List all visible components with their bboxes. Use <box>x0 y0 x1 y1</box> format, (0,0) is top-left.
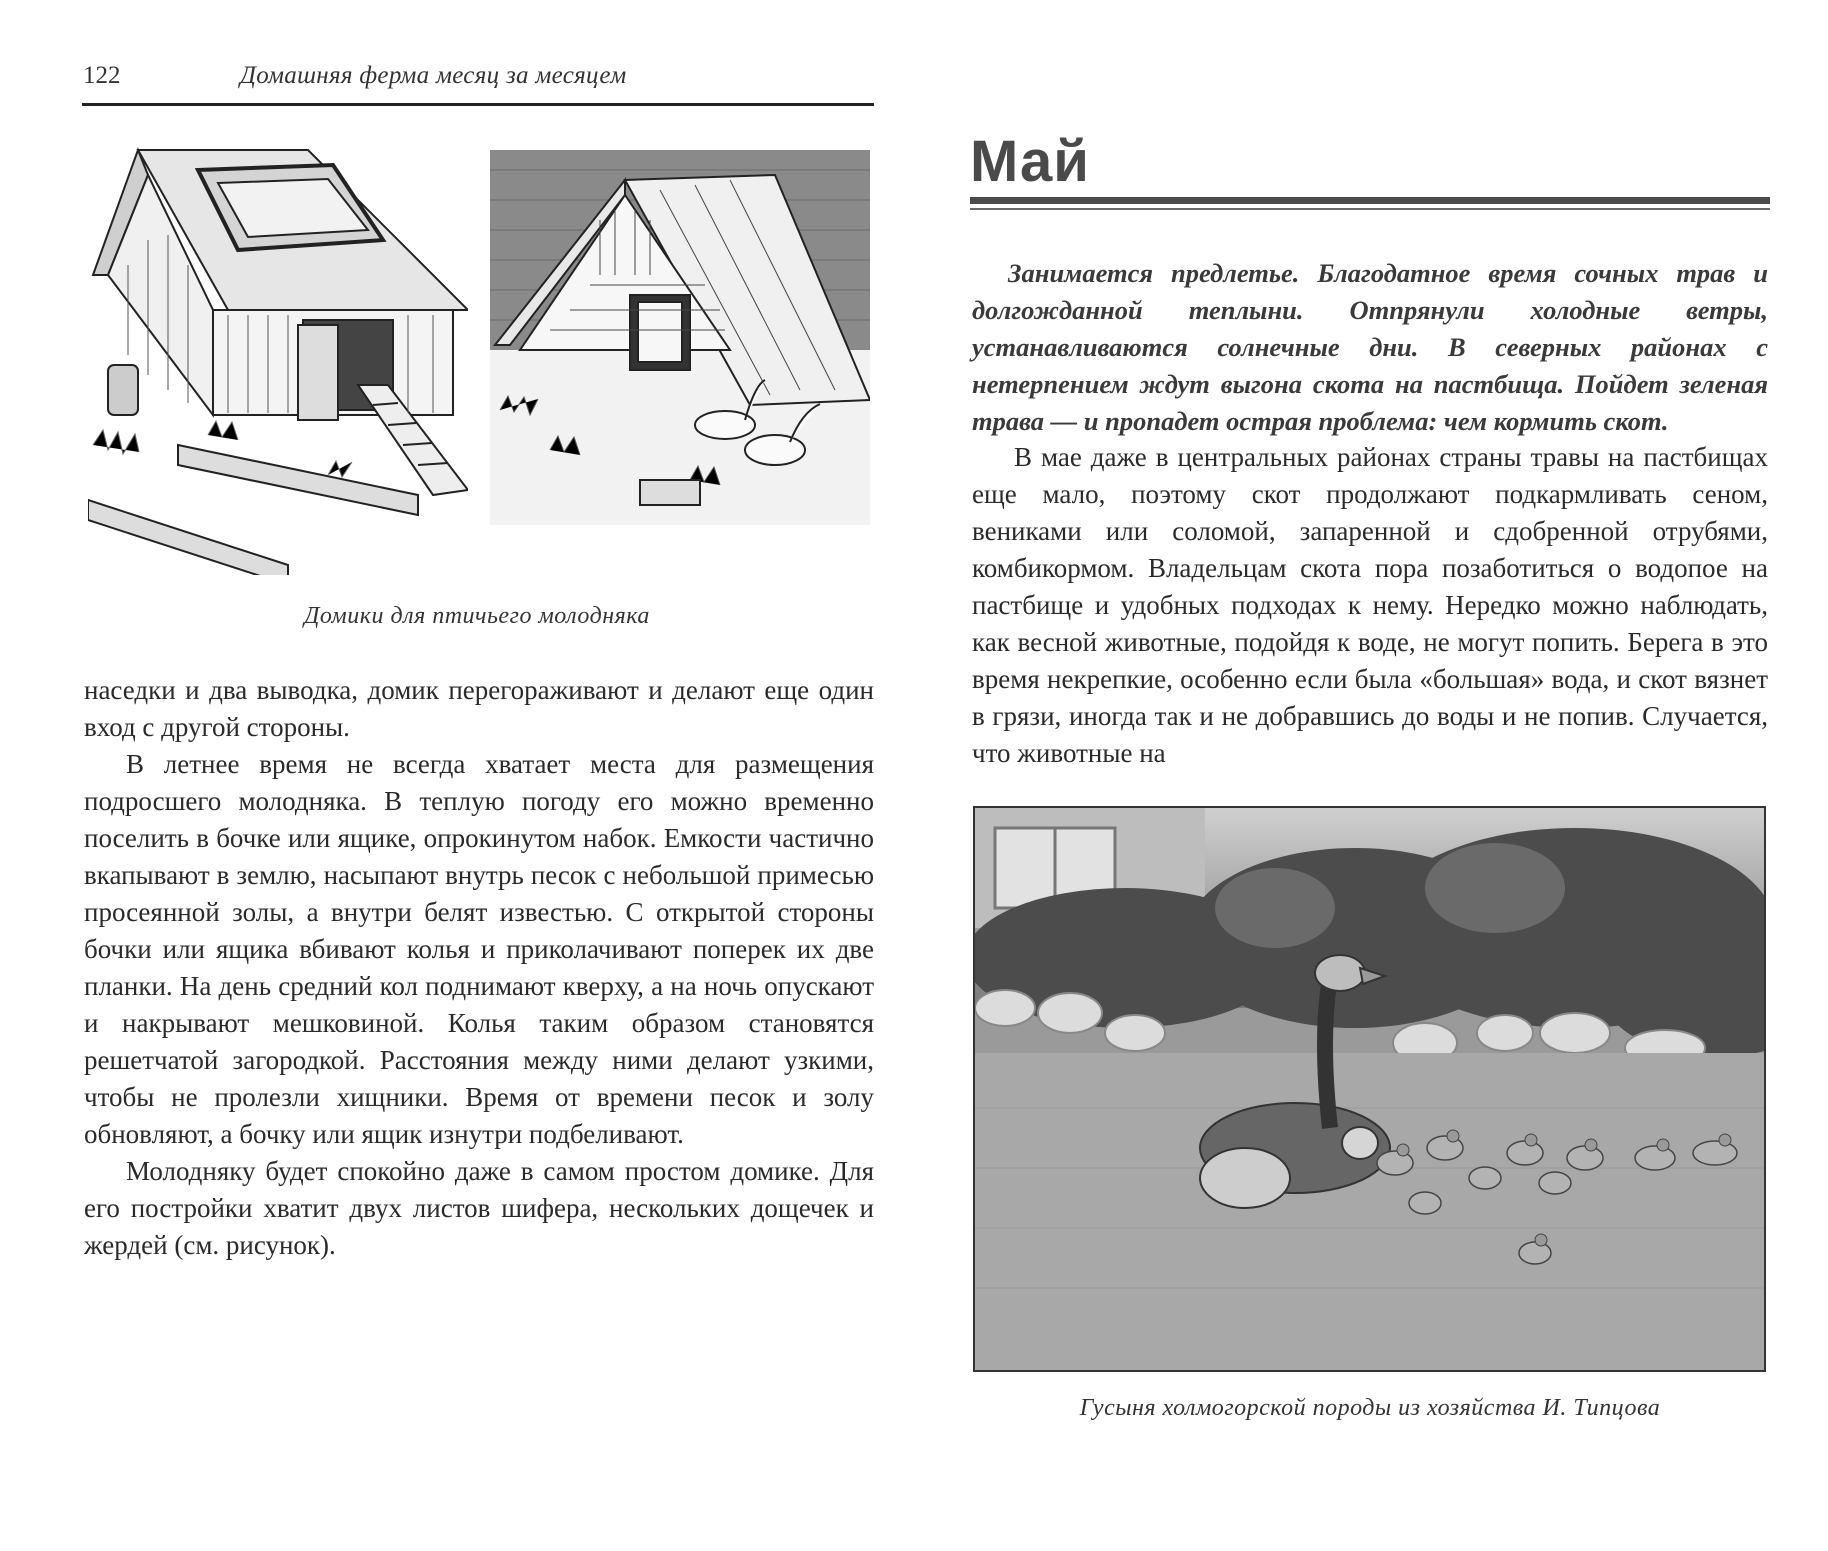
photo-caption: Гусыня холмогорской породы из хозяйства И. Типцова <box>1079 1395 1661 1421</box>
left-paragraph-3: Молодняку будет спокойно даже в самом простом домике. Для его постройки хватит двух листов шифера, нескольких дощечек и жердей (см. рисунок). <box>84 1156 874 1260</box>
figure-caption-coops: Домики для птичьего молодняка <box>304 603 650 629</box>
left-text-column <box>84 672 874 1264</box>
chapter-rule-thick <box>970 197 1770 204</box>
right-text-column <box>972 439 1768 772</box>
running-title: Домашняя ферма месяц за месяцем <box>240 62 627 89</box>
slate-house-illustration <box>490 150 870 525</box>
header-rule <box>82 103 874 106</box>
left-paragraph-1: наседки и два выводка, домик перегораживают и делают еще один вход с другой стороны. <box>84 675 874 742</box>
chapter-lead: Занимается предлетье. Благодатное время сочных трав и долгожданной теплыни. Отпрянули холодные ветры, устанавливаются солнечные дни. В северных районах с нетерпением ждут выгона скота на пастбища. Пойдет зеленая трава — и пропадет острая проблема: чем кормить скот. <box>972 258 1768 436</box>
chapter-title: Май <box>970 129 1090 194</box>
coop-illustration <box>88 145 468 575</box>
page-number: 122 <box>83 62 121 89</box>
goose-photo <box>973 806 1766 1372</box>
chapter-rule-thin <box>970 208 1770 210</box>
right-paragraph-1: В мае даже в центральных районах страны травы на пастбищах еще мало, поэтому скот продолжают подкармливать сеном, вениками или соломой, запаренной и сдобренной отрубями, комбикормом. Владельцам скота пора позаботиться о водопое на пастбище и удобных подходах к нему. Нередко можно наблюдать, как весной животные, подойдя к воде, не могут попить. Берега в это время некрепкие, особенно если была «большая» вода, и скот вязнет в грязи, иногда так и не добравшись до воды и не попив. Случается, что животные на <box>972 442 1768 768</box>
left-paragraph-2: В летнее время не всегда хватает места для размещения подросшего молодняка. В теплую погоду его можно временно поселить в бочке или ящике, опрокинутом набок. Емкости частично вкапывают в землю, насыпают внутрь песок с небольшой примесью просеянной золы, а внутри белят известью. С открытой стороны бочки или ящика вбивают колья и приколачивают поперек их две планки. На день средний кол поднимают кверху, а на ночь опускают и накрывают мешковиной. Колья таким образом становятся решетчатой загородкой. Расстояния между ними делают узкими, чтобы не пролезли хищники. Время от времени песок и золу обновляют, а бочку или ящик изнутри подбеливают. <box>84 749 874 1149</box>
